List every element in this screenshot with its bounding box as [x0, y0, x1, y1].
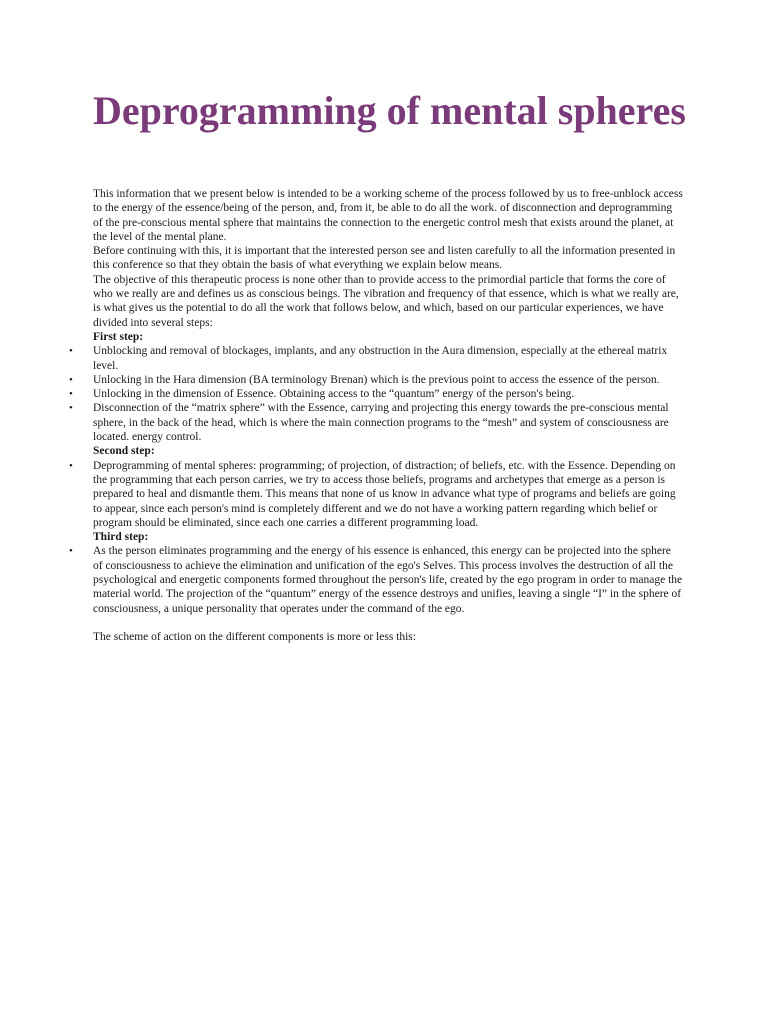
page-title: Deprogramming of mental spheres [93, 88, 686, 133]
first-step-list [93, 344, 683, 444]
third-step-list [93, 544, 683, 615]
closing-paragraph: The scheme of action on the different components is more or less this: [93, 630, 416, 643]
step-heading-first: First step: [93, 330, 144, 343]
document-body [93, 187, 683, 644]
step-heading-second: Second step: [93, 445, 155, 458]
list-item: • Unlocking in the Hara dimension (BA terminology Brenan) which is the previous point to access the essence of the person. [93, 373, 683, 387]
list-item: • Disconnection of the “matrix sphere” with the Essence, carrying and projecting this energy towards the pre-conscious mental sphere, in the back of the head, which is where the main connection programs to the “mesh” and system of consciousness are located. energy control. [93, 401, 683, 444]
step-heading-third: Third step: [93, 531, 149, 544]
list-item: • Unblocking and removal of blockages, implants, and any obstruction in the Aura dimension, especially at the ethereal matrix level. [93, 344, 683, 373]
list-item: • Deprogramming of mental spheres: programming; of projection, of distraction; of beliefs, etc. with the Essence. Depending on the programming that each person carries, we try to access those beliefs, programs and archetypes that emerge as a person is prepared to heal and dismantle them. This means that none of us know in advance what type of programs and beliefs are going to appear, since each person's mind is completely different and we do not have a working pattern regarding which belief or program should be eliminated, since each one carries a different programming load. [93, 459, 683, 530]
intro-paragraph-2: Before continuing with this, it is important that the interested person see and listen carefully to all the information presented in this conference so that they obtain the basis of what everything we explain below means. [93, 245, 676, 272]
spacer [93, 616, 683, 630]
intro-paragraph-1: This information that we present below is intended to be a working scheme of the process followed by us to free-unblock access to the energy of the essence/being of the person, and, from it, be able to do all the work. of disconnection and deprogramming of the pre-conscious mental sphere that maintains the connection to the energetic control mesh that exists around the planet, at the level of the mental plane. [93, 188, 683, 243]
intro-paragraph-3: The objective of this therapeutic process is none other than to provide access to the primordial particle that forms the core of who we really are and defines us as conscious beings. The vibration and frequency of that essence, which is what we really are, is what gives us the potential to do all the work that follows below, and which, based on our particular experiences, we have divided into several steps: [93, 273, 679, 329]
list-item: • Unlocking in the dimension of Essence. Obtaining access to the “quantum” energy of the person's being. [93, 387, 683, 401]
second-step-list [93, 459, 683, 530]
list-item: • As the person eliminates programming and the energy of his essence is enhanced, this energy can be projected into the sphere of consciousness to achieve the elimination and unification of the ego's Selves. This process involves the destruction of all the psychological and energetic components formed throughout the person's life, created by the ego program in order to manage the material world. The projection of the “quantum” energy of the essence destroys and unifies, leaving a single “I” in the sphere of consciousness, a unique personality that operates under the command of the ego. [93, 544, 683, 615]
